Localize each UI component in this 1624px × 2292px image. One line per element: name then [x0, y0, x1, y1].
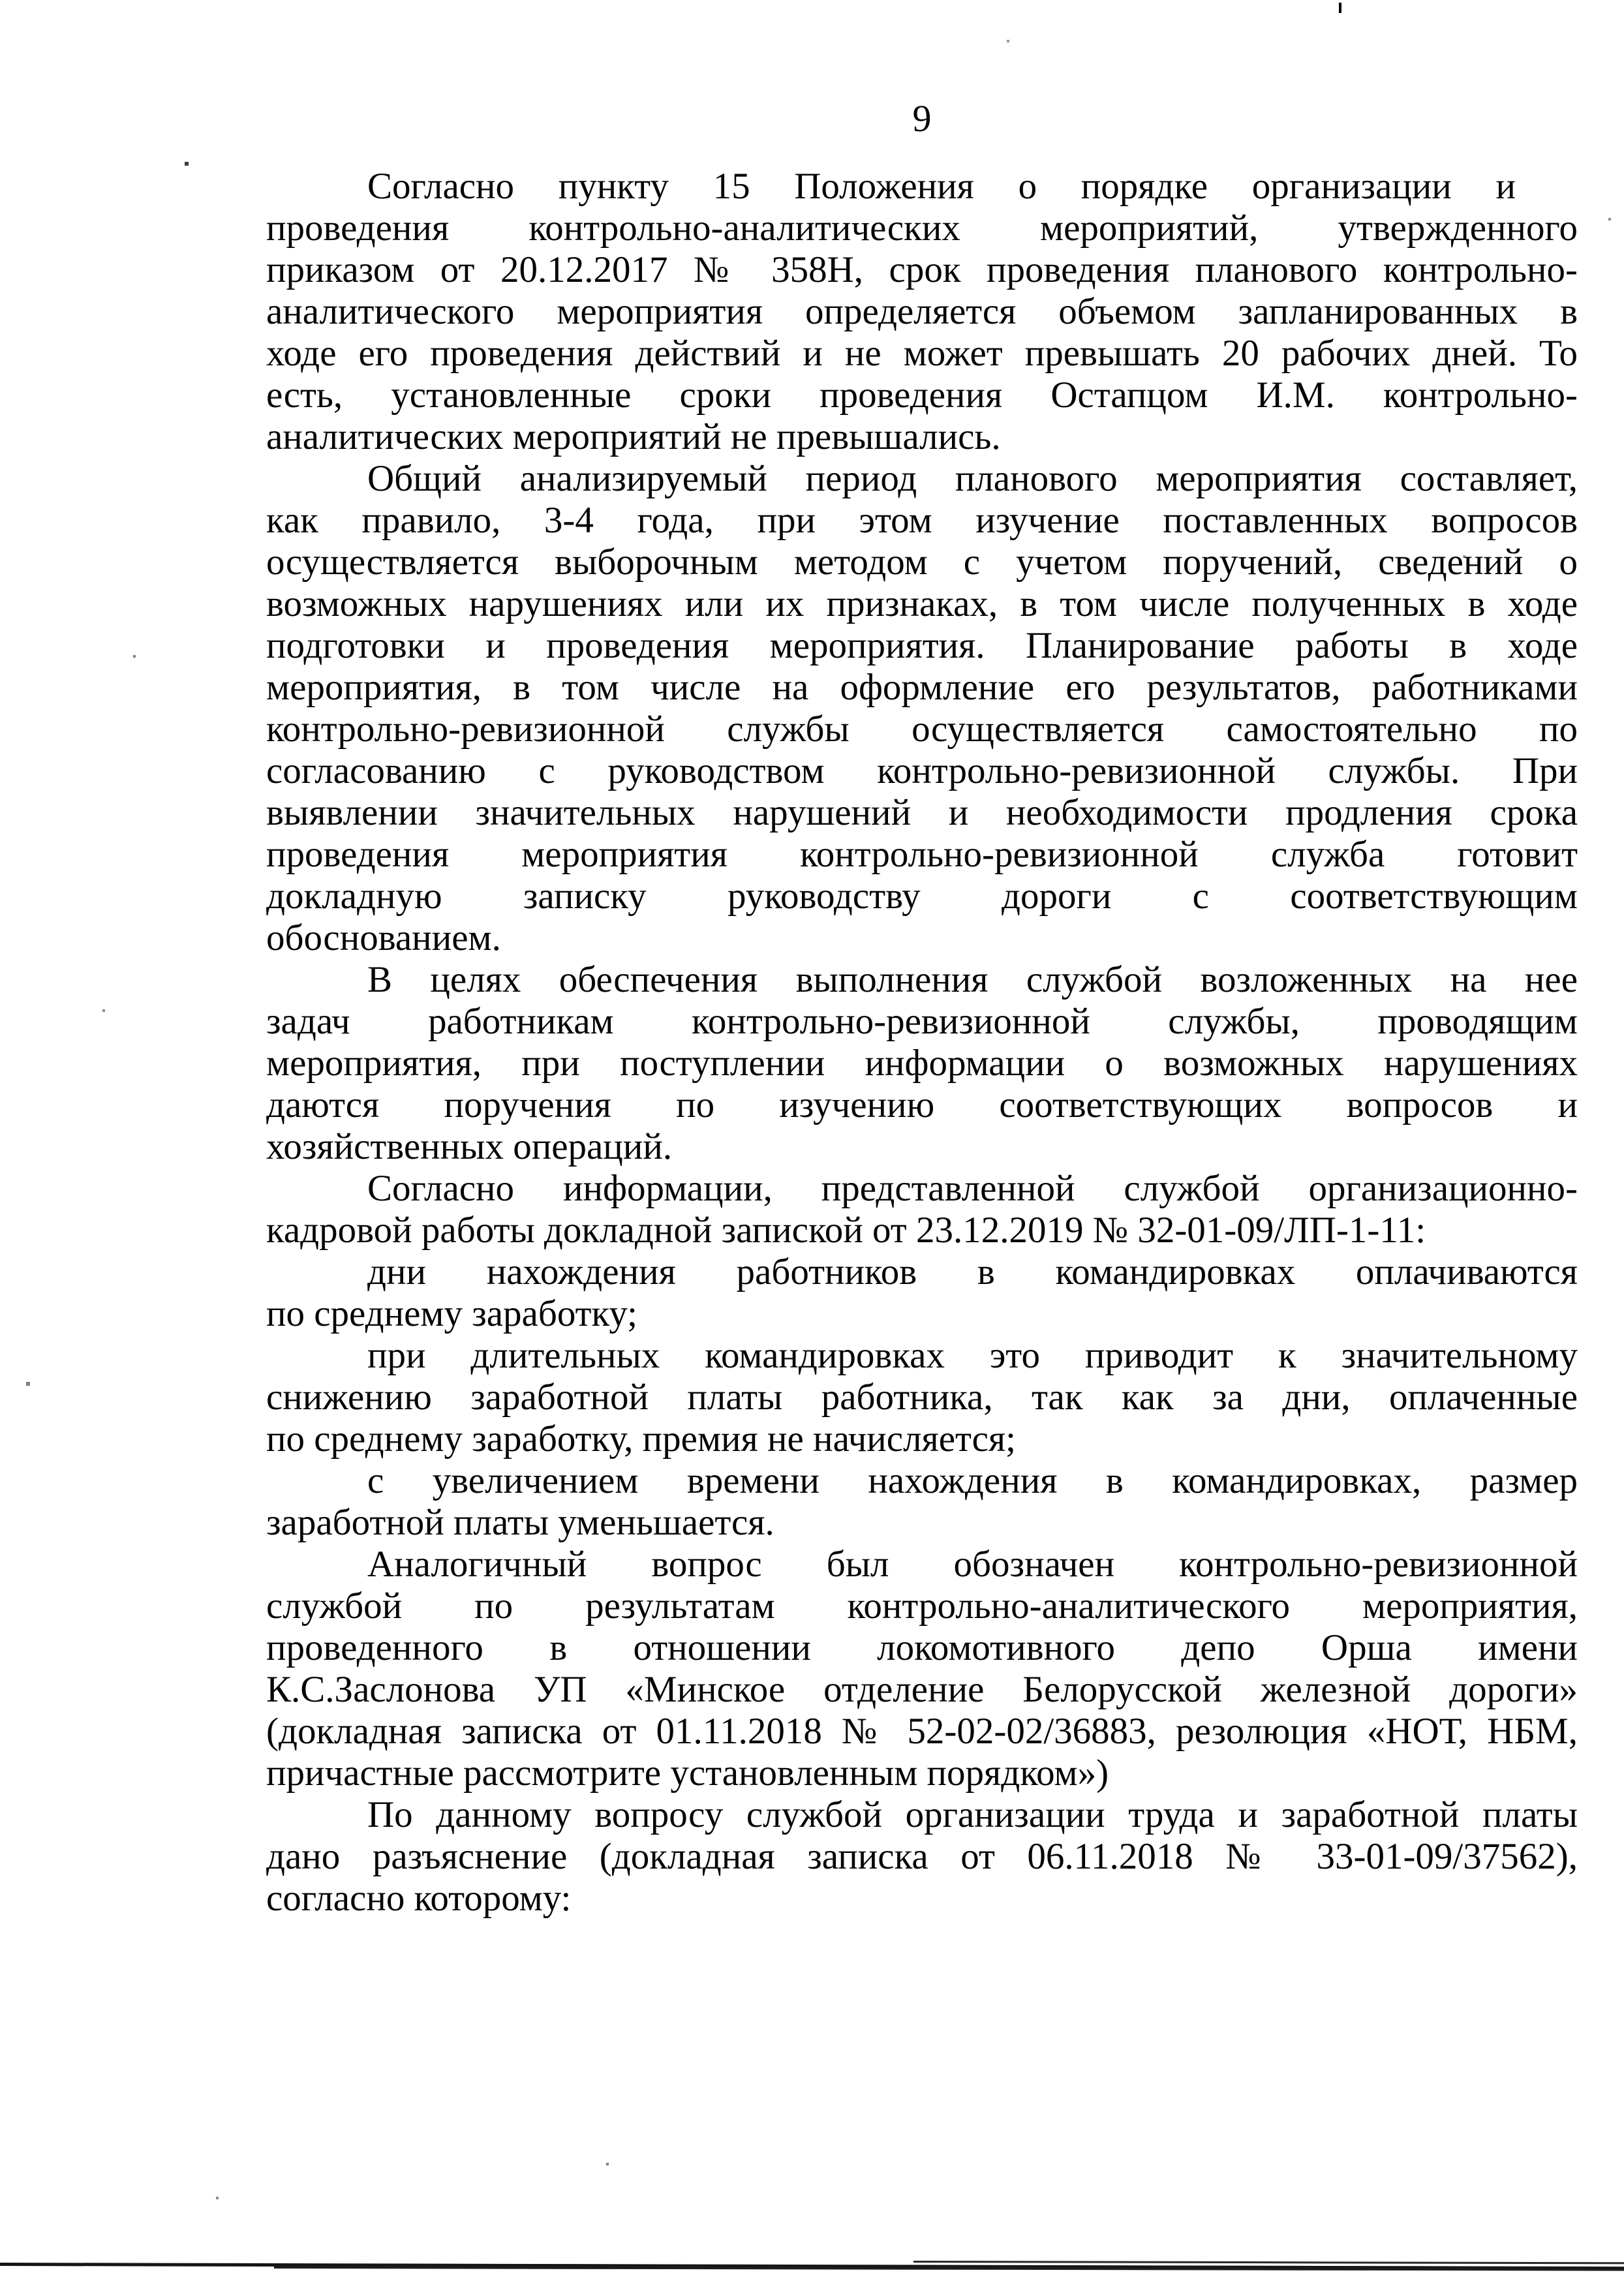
text-line: обоснованием.	[266, 917, 501, 958]
text-line: Согласно информации, представленной службой организационно-	[367, 1168, 1578, 1209]
text-line: контрольно-ревизионной службы осуществляется самостоятельно по	[266, 709, 1578, 750]
text-line: как правило, 3-4 года, при этом изучение поставленных вопросов	[266, 500, 1578, 541]
text-line: проведения контрольно-аналитических мероприятий, утвержденного	[266, 207, 1578, 249]
text-line: проведения мероприятия контрольно-ревизионной служба готовит	[266, 834, 1578, 875]
text-line: причастные рассмотрите установленным порядком»)	[266, 1752, 1109, 1794]
text-line: снижению заработной платы работника, так как за дни, оплаченные	[266, 1377, 1578, 1418]
scan-tick-artifact	[1339, 3, 1341, 13]
text-line: Аналогичный вопрос был обозначен контрольно-ревизионной	[367, 1544, 1578, 1585]
text-line: Общий анализируемый период планового мероприятия составляет,	[367, 458, 1578, 499]
scan-noise-specks	[0, 0, 1, 1]
text-line: по среднему заработку;	[266, 1293, 637, 1334]
text-line: задач работникам контрольно-ревизионной службы, проводящим	[266, 1001, 1578, 1042]
text-line: подготовки и проведения мероприятия. Планирование работы в ходе	[266, 625, 1578, 666]
text-line: кадровой работы докладной запиской от 23.12.2019 № 32-01-09/ЛП-1-11:	[266, 1210, 1426, 1251]
text-line: по среднему заработку, премия не начисляется;	[266, 1418, 1016, 1459]
text-line: дано разъяснение (докладная записка от 06.11.2018 № 33-01-09/37562),	[266, 1836, 1578, 1877]
text-line: заработной платы уменьшается.	[266, 1502, 774, 1543]
text-line: К.С.Заслонова УП «Минское отделение Белорусской железной дороги»	[266, 1669, 1578, 1710]
text-line: службой по результатам контрольно-аналитического мероприятия,	[266, 1585, 1578, 1627]
text-line: согласованию с руководством контрольно-ревизионной службы. При	[266, 750, 1578, 791]
text-line: с увеличением времени нахождения в командировках, размер	[367, 1460, 1578, 1501]
text-line: мероприятия, при поступлении информации о возможных нарушениях	[266, 1043, 1578, 1084]
text-line: возможных нарушениях или их признаках, в том числе полученных в ходе	[266, 583, 1578, 624]
text-line: дни нахождения работников в командировках оплачиваются	[367, 1251, 1578, 1292]
text-line: Согласно пункту 15 Положения о порядке организации и	[367, 166, 1516, 207]
text-line: докладную записку руководству дороги с соответствующим	[266, 876, 1578, 917]
text-line: (докладная записка от 01.11.2018 № 52-02-02/36883, резолюция «НОТ, НБМ,	[266, 1711, 1578, 1752]
text-line: согласно которому:	[266, 1878, 572, 1919]
text-line: ходе его проведения действий и не может превышать 20 рабочих дней. То	[266, 333, 1578, 374]
text-line: В целях обеспечения выполнения службой возложенных на нее	[367, 959, 1578, 1000]
text-line: По данному вопросу службой организации труда и заработной платы	[367, 1794, 1578, 1835]
text-line: есть, установленные сроки проведения Остапцом И.М. контрольно-	[266, 374, 1578, 416]
text-line: мероприятия, в том числе на оформление его результатов, работниками	[266, 667, 1578, 708]
text-line: осуществляется выборочным методом с учетом поручений, сведений о	[266, 542, 1578, 583]
text-line: аналитического мероприятия определяется объемом запланированных в	[266, 291, 1578, 332]
page-number: 9	[912, 97, 932, 140]
text-line: приказом от 20.12.2017 № 358Н, срок проведения планового контрольно-	[266, 249, 1578, 290]
text-line: проведенного в отношении локомотивного депо Орша имени	[266, 1627, 1578, 1668]
text-line: даются поручения по изучению соответствующих вопросов и	[266, 1084, 1578, 1125]
document-text	[266, 166, 1578, 1919]
text-line: выявлении значительных нарушений и необходимости продления срока	[266, 792, 1578, 833]
text-line: при длительных командировках это приводит к значительному	[367, 1335, 1578, 1376]
scan-edge-line-artifact	[913, 2261, 1624, 2264]
text-line: аналитических мероприятий не превышались.	[266, 416, 1001, 457]
text-line: хозяйственных операций.	[266, 1126, 673, 1167]
